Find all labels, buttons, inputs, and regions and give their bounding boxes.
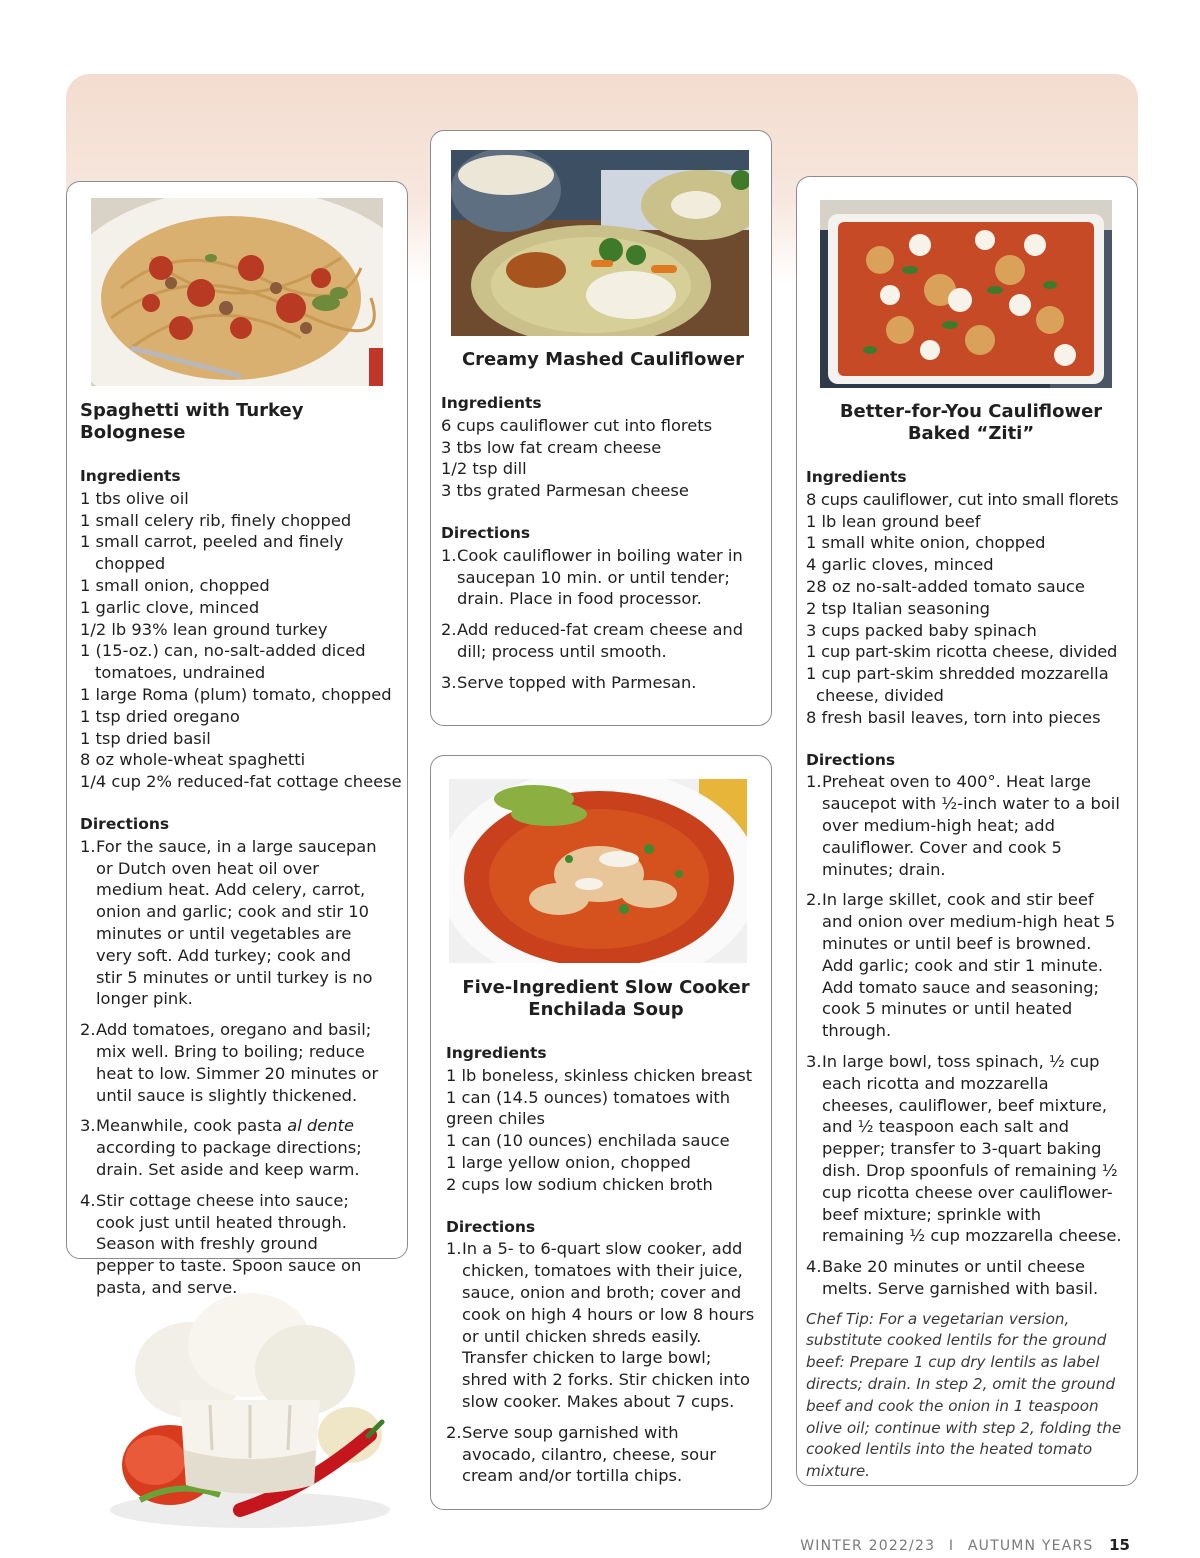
issue-label: WINTER 2022/23 <box>800 1538 936 1554</box>
ingredient-item: 1 lb lean ground beef <box>806 511 981 531</box>
recipe-card-mashed-cauliflower <box>430 130 772 726</box>
footer-separator: I <box>948 1538 955 1554</box>
ingredient-item: 6 cups cauliflower cut into florets <box>441 415 713 435</box>
ingredient-item: 1/4 cup 2% reduced-fat cottage cheese <box>80 772 402 792</box>
recipe-title-line: Five-Ingredient Slow Cooker <box>462 977 750 998</box>
direction-step: 2. In large skillet, cook and stir beef and onion over medium-high heat 5 minutes or until beef is browned. Add garlic; cook and stir 1 minute. Add tomato sauce and seasoning; cook 5 minutes or until heated through. <box>806 890 1116 1041</box>
recipe-card-cauliflower-ziti <box>796 176 1138 1486</box>
ingredient-item: 1 small onion, chopped <box>80 575 270 595</box>
direction-step: 1. Preheat oven to 400°. Heat large saucepot with ½-inch water to a boil over medium-high heat; add cauliflower. Cover and cook 5 minutes; drain. <box>806 772 1120 879</box>
ingredient-item: 1 large yellow onion, chopped <box>446 1152 691 1172</box>
direction-step: 1. Cook cauliflower in boiling water in saucepan 10 min. or until tender; drain. Place in food processor. <box>441 545 743 609</box>
directions-heading: Directions <box>446 1217 536 1236</box>
recipe-card-spaghetti <box>66 181 408 1297</box>
ingredient-item: 1 cup part-skim ricotta cheese, divided <box>806 642 1118 662</box>
direction-step: 3. In large bowl, toss spinach, ½ cup each ricotta and mozzarella cheeses, cauliflower, beef mixture, and ½ teaspoon each salt and pepper; transfer to 3-quart baking dish. Drop spoonfuls of remaining ½ cup ricotta cheese over cauliflower-beef mixture; sprinkle with remaining ½ cup mozzarella cheese. <box>806 1051 1122 1246</box>
direction-step: 3. Serve topped with Parmesan. <box>441 672 697 692</box>
ingredient-item: 1 small white onion, chopped <box>806 533 1046 553</box>
direction-step: 2. Serve soup garnished with avocado, cilantro, cheese, sour cream and/or tortilla chips. <box>446 1422 717 1486</box>
recipe-title-line: Better-for-You Cauliflower <box>839 401 1103 422</box>
recipe-title-line: Baked “Ziti” <box>907 423 1035 444</box>
page-footer <box>800 1536 1130 1554</box>
ingredient-item: green chiles <box>446 1109 546 1129</box>
ingredients-heading: Ingredients <box>806 468 907 486</box>
direction-step: 1. For the sauce, in a large saucepan or Dutch oven heat oil over medium heat. Add celery, carrot, onion and garlic; cook and stir 10 minutes or until vegetables are very soft. Add turkey; cook and stir 5 minutes or until turkey is no longer pink. <box>80 836 377 1009</box>
ingredient-item: 1 large Roma (plum) tomato, chopped <box>80 684 392 704</box>
ingredient-item: 1 garlic clove, minced <box>80 597 260 617</box>
ingredient-item: cheese, divided <box>816 685 944 705</box>
ingredient-item: 3 tbs grated Parmesan cheese <box>441 481 689 501</box>
ingredient-item: 1 tsp dried oregano <box>80 706 240 726</box>
ingredient-item: 1 can (10 ounces) enchilada sauce <box>446 1131 730 1151</box>
recipe-title-line: Enchilada Soup <box>528 999 684 1020</box>
ingredient-item: 3 cups packed baby spinach <box>806 620 1037 640</box>
ingredient-item: 28 oz no-salt-added tomato sauce <box>806 576 1085 596</box>
page-number: 15 <box>1109 1536 1130 1554</box>
direction-step: 2. Add reduced-fat cream cheese and dill; process until smooth. <box>441 620 744 661</box>
direction-step: 4. Stir cottage cheese into sauce; cook just until heated through. Season with freshly ground pepper to taste. Spoon sauce on pasta, and serve. <box>80 1190 362 1297</box>
ingredients-heading: Ingredients <box>446 1044 547 1062</box>
cauliflower-ziti-photo <box>820 200 1112 388</box>
recipe-title: Creamy Mashed Cauliflower <box>461 349 745 370</box>
ingredients-heading: Ingredients <box>441 394 542 412</box>
direction-step: 3. Meanwhile, cook pasta al dente according to package directions; drain. Set aside and keep warm. <box>80 1116 362 1179</box>
ingredient-item: 1/2 lb 93% lean ground turkey <box>80 619 328 639</box>
ingredient-item: 8 fresh basil leaves, torn into pieces <box>806 707 1101 727</box>
ingredients-heading: Ingredients <box>80 467 181 485</box>
ingredient-item: 2 cups low sodium chicken broth <box>446 1174 713 1194</box>
chef-hat-illustration <box>100 1290 400 1530</box>
magazine-name: AUTUMN YEARS <box>967 1538 1094 1554</box>
ingredient-item: 1 tsp dried basil <box>80 728 211 748</box>
ingredient-item: 1/2 tsp dill <box>441 459 527 479</box>
ingredient-item: 8 cups cauliflower, cut into small florets <box>806 489 1119 509</box>
spaghetti-photo <box>91 198 383 386</box>
direction-step: 1. In a 5- to 6-quart slow cooker, add chicken, tomatoes with their juice, sauce, onion and broth; cover and cook on high 4 hours or low 8 hours or until chicken shreds easily. Transfer chicken to large bowl; shred with 2 forks. Stir chicken into slow cooker. Makes about 7 cups. <box>446 1239 755 1411</box>
ingredient-item: 1 tbs olive oil <box>80 488 189 508</box>
ingredient-item: 1 lb boneless, skinless chicken breast <box>446 1065 753 1085</box>
directions-heading: Directions <box>80 814 170 833</box>
ingredient-item: 1 small carrot, peeled and finely <box>80 532 344 552</box>
ingredient-item: 4 garlic cloves, minced <box>806 555 994 575</box>
enchilada-soup-photo <box>449 779 747 963</box>
mashed-cauliflower-photo <box>451 150 749 336</box>
ingredient-item: 1 (15-oz.) can, no-salt-added diced <box>80 641 366 661</box>
directions-heading: Directions <box>441 523 531 542</box>
ingredient-item: 3 tbs low fat cream cheese <box>441 437 662 457</box>
recipe-card-enchilada-soup <box>430 755 772 1510</box>
direction-step: 4. Bake 20 minutes or until cheese melts. Serve garnished with basil. <box>806 1257 1099 1298</box>
ingredient-item: chopped <box>95 554 166 574</box>
ingredient-item: 1 small celery rib, finely chopped <box>80 510 352 530</box>
ingredient-item: tomatoes, undrained <box>95 663 266 683</box>
ingredient-item: 8 oz whole-wheat spaghetti <box>80 750 306 770</box>
ingredient-item: 1 can (14.5 ounces) tomatoes with <box>446 1087 731 1107</box>
ingredient-item: 1 cup part-skim shredded mozzarella <box>806 664 1109 684</box>
recipe-title: Spaghetti with Turkey Bolognese <box>80 400 304 443</box>
chef-tip: Chef Tip: For a vegetarian version, substitute cooked lentils for the ground beef: Prepare 1 cup dry lentils as label directs; drain. In step 2, omit the ground beef and cook the onion in 1 teaspoon olive oil; continue with step 2, folding the cooked lentils into the heated tomato mixture. <box>806 1309 1122 1481</box>
ingredient-item: 2 tsp Italian seasoning <box>806 598 991 618</box>
directions-heading: Directions <box>806 750 896 769</box>
direction-step: 2. Add tomatoes, oregano and basil; mix well. Bring to boiling; reduce heat to low. Simmer 20 minutes or until sauce is slightly thickened. <box>80 1020 379 1105</box>
